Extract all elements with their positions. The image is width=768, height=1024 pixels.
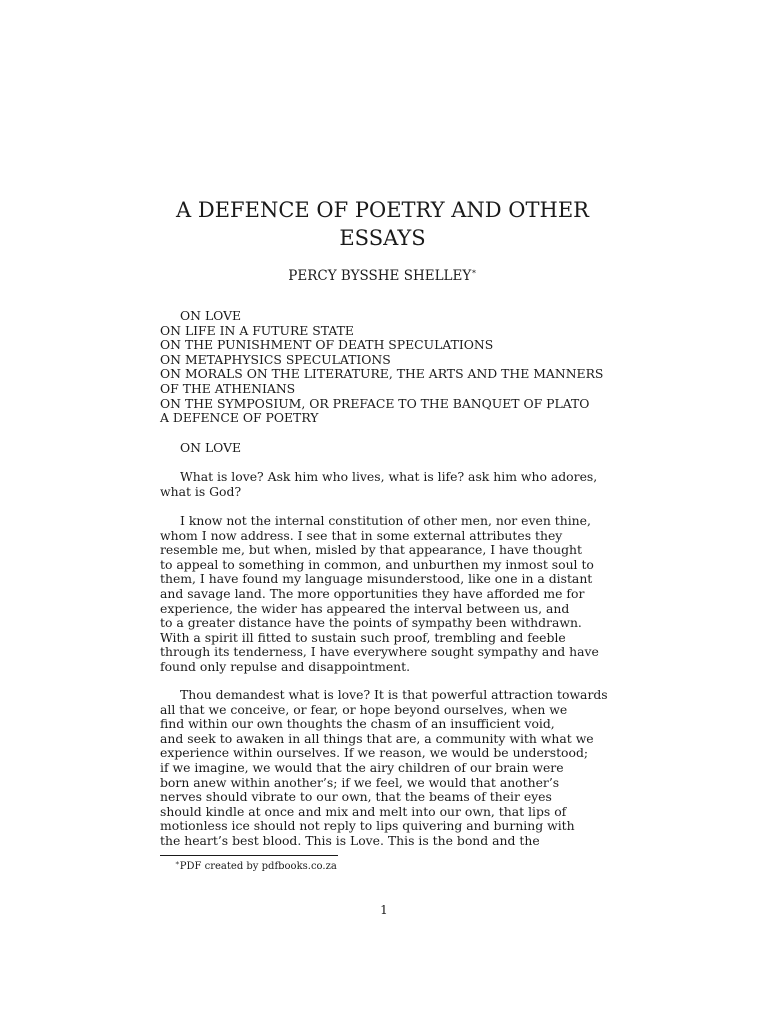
paragraph-line: the heart’s best blood. This is Love. This is the bond and the — [160, 832, 540, 848]
footnote-marker: ∗ — [175, 859, 180, 867]
body-paragraph — [160, 514, 610, 675]
paragraph-line: experience within ourselves. If we reason, we would be understood; — [160, 745, 589, 761]
paragraph-line: found only repulse and disappointment. — [160, 658, 411, 674]
paragraph-line: whom I now address. I see that in some external attributes they — [160, 527, 563, 543]
paragraph-line: motionless ice should not reply to lips quivering and burning with — [160, 818, 575, 834]
paragraph-line: nerves should vibrate to our own, that the beams of their eyes — [160, 789, 552, 805]
footnote-divider — [160, 855, 338, 856]
section-heading: ON LOVE — [180, 440, 242, 455]
paragraph-line: I know not the internal constitution of other men, nor even thine, — [180, 513, 591, 528]
paragraph-line: all that we conceive, or fear, or hope beyond ourselves, when we — [160, 701, 568, 717]
footnote — [175, 857, 337, 873]
toc-entry-on-the-symposium[interactable]: ON THE SYMPOSIUM, OR PREFACE TO THE BANQUET OF PLATO — [160, 395, 590, 411]
toc-entry-on-love[interactable]: ON LOVE — [180, 308, 242, 323]
paragraph-line: to a greater distance have the points of sympathy been withdrawn. — [160, 615, 582, 631]
paragraph-line: through its tenderness, I have everywhere sought sympathy and have — [160, 644, 599, 660]
paragraph-line: and savage land. The more opportunities they have afforded me for — [160, 585, 585, 601]
paragraph-line: experience, the wider has appeared the interval between us, and — [160, 600, 570, 616]
paragraph-line: resemble me, but when, misled by that appearance, I have thought — [160, 542, 582, 558]
title-line: A DEFENCE OF POETRY AND OTHER — [176, 198, 589, 222]
toc-entry-on-life-in-a-future-state[interactable]: ON LIFE IN A FUTURE STATE — [160, 322, 354, 338]
author-line — [160, 263, 605, 285]
document-title — [160, 196, 605, 252]
paragraph-line: what is God? — [160, 483, 242, 499]
page-number: 1 — [380, 903, 388, 917]
toc-entry-on-morals-continued[interactable]: OF THE ATHENIANS — [160, 380, 296, 396]
paragraph-line: them, I have found my language misunderstood, like one in a distant — [160, 571, 593, 587]
paragraph-line: if we imagine, we would that the airy children of our brain were — [160, 759, 564, 775]
toc-entry-a-defence-of-poetry[interactable]: A DEFENCE OF POETRY — [160, 410, 319, 426]
paragraph-line: to appeal to something in common, and unburthen my inmost soul to — [160, 556, 594, 572]
paragraph-line: With a spirit ill fitted to sustain such proof, trembling and feeble — [160, 629, 566, 645]
footnote-text: PDF created by pdfbooks.co.za — [179, 861, 337, 872]
paragraph-line: Thou demandest what is love? It is that powerful attraction towards — [180, 687, 608, 702]
author-footnote-marker[interactable]: ∗ — [471, 267, 477, 276]
paragraph-line: born anew within another’s; if we feel, we would that another’s — [160, 774, 560, 790]
paragraph-line: What is love? Ask him who lives, what is life? ask him who adores, — [180, 469, 598, 484]
author-name: PERCY BYSSHE SHELLEY — [288, 268, 472, 284]
title-line: ESSAYS — [339, 226, 426, 250]
paragraph-line: find within our own thoughts the chasm of an insufficient void, — [160, 716, 555, 732]
body-paragraph — [160, 688, 610, 849]
toc-entry-on-morals[interactable]: ON MORALS ON THE LITERATURE, THE ARTS AND THE MANNERS — [160, 366, 604, 382]
toc-entry-on-metaphysics[interactable]: ON METAPHYSICS SPECULATIONS — [160, 351, 391, 367]
toc-entry-on-the-punishment-of-death[interactable]: ON THE PUNISHMENT OF DEATH SPECULATIONS — [160, 337, 494, 353]
table-of-contents — [160, 309, 610, 426]
paragraph-line: should kindle at once and mix and melt into our own, that lips of — [160, 803, 567, 819]
paragraph-line: and seek to awaken in all things that are, a community with what we — [160, 730, 594, 746]
body-paragraph — [160, 470, 610, 499]
